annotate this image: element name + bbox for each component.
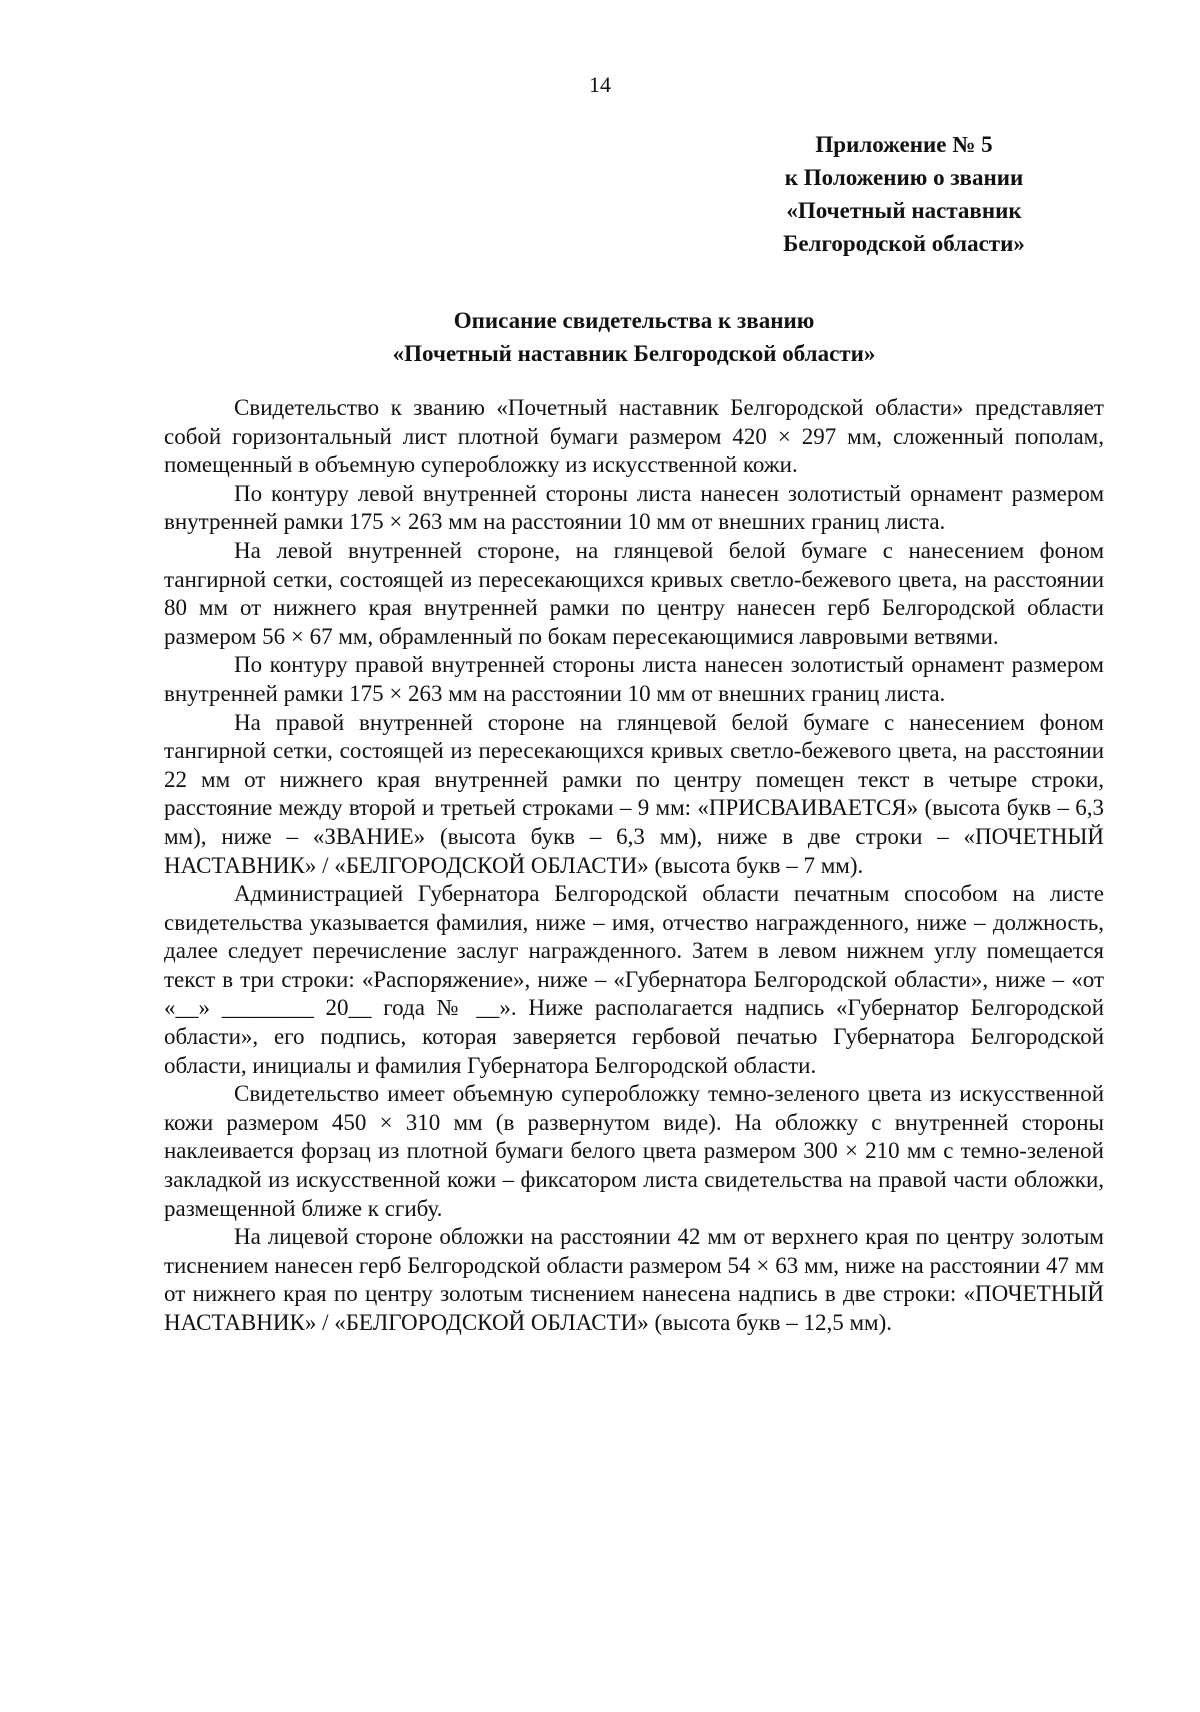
appendix-line: «Почетный наставник [786, 198, 1022, 223]
paragraph: По контуру левой внутренней стороны листа нанесен золотистый орнамент размером внутренней рамки 175 × 263 мм на расстоянии 10 мм от внешних границ листа. [164, 480, 1104, 535]
paragraph: Свидетельство к званию «Почетный наставник Белгородской области» представляет собой горизонтальный лист плотной бумаги размером 420 × 297 мм, сложенный пополам, помещенный в объемную суперобложку из искусственной кожи. [164, 395, 1104, 478]
paragraph: На правой внутренней стороне на глянцевой белой бумаге с нанесением фоном тангирной сетки, состоящей из пересекающихся кривых светло-бежевого цвета, на расстоянии 22 мм от нижнего края внутренней рамки по центру помещен текст в четыре строки, расстояние между второй и третьей строками – 9 мм: «ПРИСВАИВАЕТСЯ» (высота букв – 6,3 мм), ниже – «ЗВАНИЕ» (высота букв – 6,3 мм), ниже в две строки – «ПОЧЕТНЫЙ НАСТАВНИК» / «БЕЛГОРОДСКОЙ ОБЛАСТИ» (высота букв – 7 мм). [164, 709, 1104, 878]
paragraph: Свидетельство имеет объемную суперобложку темно-зеленого цвета из искусственной кожи размером 450 × 310 мм (в развернутом виде). На обложку с внутренней стороны наклеивается форзац из плотной бумаги белого цвета размером 300 × 210 мм с темно-зеленой закладкой из искусственной кожи – фиксатором листа свидетельства на правой части обложки, размещенной ближе к сгибу. [164, 1081, 1104, 1221]
document-title [164, 304, 1104, 370]
document-body [164, 394, 1104, 1338]
appendix-header [704, 128, 1104, 260]
appendix-line: Белгородской области» [783, 231, 1025, 256]
paragraph: Администрацией Губернатора Белгородской области печатным способом на листе свидетельства указывается фамилия, ниже – имя, отчество награжденного, ниже – должность, далее следует перечисление заслуг награжденного. Затем в левом нижнем углу помещается текст в три строки: «Распоряжение», ниже – «Губернатора Белгородской области», ниже – «от «__» ________ 20__ года № __». Ниже располагается надпись «Губернатор Белгородской области», его подпись, которая заверяется гербовой печатью Губернатора Белгородской области, инициалы и фамилия Губернатора Белгородской области. [164, 881, 1104, 1078]
appendix-line: к Положению о звании [784, 165, 1024, 190]
title-line: «Почетный наставник Белгородской области» [392, 341, 876, 366]
paragraph: На левой внутренней стороне, на глянцевой белой бумаге с нанесением фоном тангирной сетки, состоящей из пересекающихся кривых светло-бежевого цвета, на расстоянии 80 мм от нижнего края внутренней рамки по центру нанесен герб Белгородской области размером 56 × 67 мм, обрамленный по бокам пересекающимися лавровыми ветвями. [164, 537, 1104, 649]
appendix-line: Приложение № 5 [815, 132, 993, 157]
paragraph: По контуру правой внутренней стороны листа нанесен золотистый орнамент размером внутренней рамки 175 × 263 мм на расстоянии 10 мм от внешних границ листа. [164, 652, 1104, 706]
title-line: Описание свидетельства к званию [453, 308, 815, 333]
paragraph: На лицевой стороне обложки на расстоянии 42 мм от верхнего края по центру золотым тиснением нанесен герб Белгородской области размером 54 × 63 мм, ниже на расстоянии 47 мм от нижнего края по центру золотым тиснением нанесена надпись в две строки: «ПОЧЕТНЫЙ НАСТАВНИК» / «БЕЛГОРОДСКОЙ ОБЛАСТИ» (высота букв – 12,5 мм). [164, 1224, 1104, 1335]
page-number: 14 [589, 72, 611, 97]
